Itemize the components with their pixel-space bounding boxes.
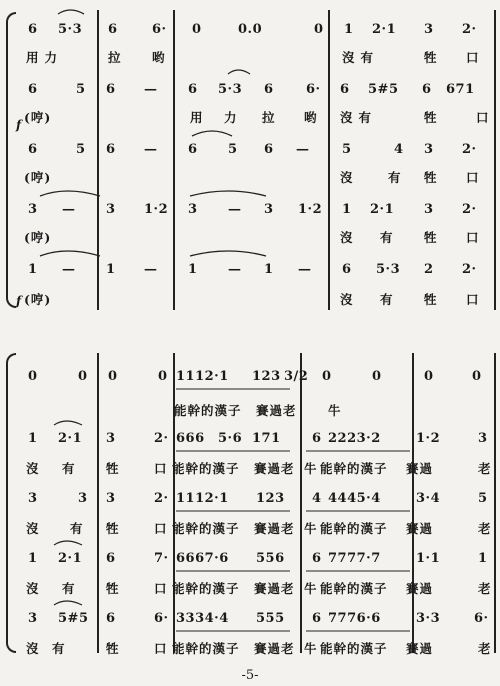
dynamic-mark: f	[16, 118, 22, 132]
note: 3	[106, 202, 116, 217]
lyric: 有	[70, 521, 89, 536]
note: 1112·1	[176, 491, 229, 506]
note: 3	[106, 431, 116, 446]
lyric: 牛	[304, 581, 323, 596]
note: 0.0	[238, 22, 263, 37]
note: 6	[342, 262, 352, 277]
note: 1·2	[298, 202, 323, 217]
lyric: (哼)	[24, 230, 52, 245]
note: 5	[76, 82, 86, 97]
note: 2·1	[370, 202, 395, 217]
lyric: 口	[466, 292, 485, 307]
lyric: 拉	[262, 110, 281, 125]
note: 6	[106, 551, 116, 566]
lyric: 牲	[106, 581, 125, 596]
note: 556	[256, 551, 285, 566]
note: 2223·2	[328, 431, 381, 446]
note: 4	[312, 491, 322, 506]
lyric: 老	[478, 581, 497, 596]
note: 6	[188, 142, 198, 157]
note: —	[144, 142, 158, 157]
note: 3	[78, 491, 88, 506]
lyric: 能幹的漢子	[172, 641, 240, 656]
note: 2·	[462, 262, 477, 277]
note: 6	[188, 82, 198, 97]
lyric: 口	[154, 461, 173, 476]
lyric: 能幹的漢子	[174, 403, 242, 418]
note: 6	[108, 22, 118, 37]
note: 3	[264, 202, 274, 217]
note: —	[144, 82, 158, 97]
note: 3·4	[416, 491, 441, 506]
note: 123	[252, 369, 281, 384]
note: 2·1	[58, 431, 83, 446]
note: 2·	[462, 202, 477, 217]
dynamic-mark: f	[16, 294, 22, 308]
lyric: 沒	[26, 641, 45, 656]
note: 3	[188, 202, 198, 217]
note: 2·	[154, 491, 169, 506]
lyric: 牲	[424, 170, 443, 185]
note: 2·	[462, 22, 477, 37]
lyric: (哼)	[24, 170, 52, 185]
note: 5#5	[58, 611, 89, 626]
beam-marks	[0, 345, 500, 660]
note: —	[298, 262, 312, 277]
note: 2	[424, 262, 434, 277]
note: 1·2	[416, 431, 441, 446]
note: 7777·7	[328, 551, 381, 566]
note: 6·	[152, 22, 167, 37]
lyric: 有	[388, 170, 407, 185]
note: 7776·6	[328, 611, 381, 626]
lyric: 牲	[424, 110, 443, 125]
note: 6	[106, 82, 116, 97]
lyric: 有	[380, 230, 399, 245]
note: 6	[28, 22, 38, 37]
note: 0	[424, 369, 434, 384]
note: 0	[322, 369, 332, 384]
note: 6	[106, 611, 116, 626]
note: 2·1	[372, 22, 397, 37]
note: 1	[478, 551, 488, 566]
lyric: 牛	[328, 403, 347, 418]
note: 5	[228, 142, 238, 157]
note: 555	[256, 611, 285, 626]
note: 5#5	[368, 82, 399, 97]
note: 1	[264, 262, 274, 277]
lyric: 能幹的漢子	[172, 581, 240, 596]
lyric: 能幹的漢子	[320, 641, 388, 656]
note: 3	[28, 491, 38, 506]
note: 2·	[462, 142, 477, 157]
note: 123	[256, 491, 285, 506]
lyric: 用力	[26, 50, 64, 65]
lyric: 有	[62, 461, 81, 476]
note: 3	[424, 142, 434, 157]
lyric: 沒	[26, 521, 45, 536]
slur-marks	[0, 0, 500, 320]
note: 3	[478, 431, 488, 446]
lyric: 能幹的漢子	[320, 521, 388, 536]
note: 1	[188, 262, 198, 277]
lyric: 口	[154, 641, 173, 656]
note: 6	[422, 82, 432, 97]
note: 2·	[154, 431, 169, 446]
lyric: 沒	[26, 461, 45, 476]
lyric: 牲	[106, 641, 125, 656]
note: 1·1	[416, 551, 441, 566]
lyric: 口	[154, 581, 173, 596]
lyric: 力	[224, 110, 243, 125]
note: 0	[192, 22, 202, 37]
lyric: 賽過老	[254, 581, 295, 596]
note: 0	[158, 369, 168, 384]
note: 6·	[306, 82, 321, 97]
note: 666	[176, 431, 205, 446]
lyric: 有	[380, 292, 399, 307]
lyric: 哟	[152, 50, 171, 65]
lyric: 老	[478, 521, 497, 536]
note: 5·3	[376, 262, 401, 277]
note: 1	[106, 262, 116, 277]
note: 1·2	[144, 202, 169, 217]
note: 3334·4	[176, 611, 229, 626]
lyric: (哼)	[24, 292, 52, 307]
note: 6	[312, 551, 322, 566]
note: 1	[28, 431, 38, 446]
note: —	[62, 202, 76, 217]
note: 1	[28, 262, 38, 277]
note: 3	[28, 611, 38, 626]
note: 6·	[474, 611, 489, 626]
lyric: 賽過老	[254, 461, 295, 476]
note: —	[228, 202, 242, 217]
note: 6	[28, 82, 38, 97]
lyric: 口	[476, 110, 495, 125]
lyric: (哼)	[24, 110, 52, 125]
lyric: 牲	[424, 50, 443, 65]
note: 6	[28, 142, 38, 157]
lyric: 沒有	[340, 110, 378, 125]
lyric: 牛	[304, 521, 323, 536]
lyric: 牛	[304, 461, 323, 476]
note: —	[144, 262, 158, 277]
lyric: 能幹的漢子	[320, 461, 388, 476]
lyric: 牲	[424, 292, 443, 307]
note: 171	[252, 431, 281, 446]
note: 0	[372, 369, 382, 384]
lyric: 賽過	[406, 641, 434, 656]
lyric: 牲	[424, 230, 443, 245]
note: 6	[264, 142, 274, 157]
lyric: 賽過	[406, 521, 434, 536]
score-system-2	[0, 345, 500, 660]
note: —	[228, 262, 242, 277]
note: 6	[340, 82, 350, 97]
lyric: 老	[478, 641, 497, 656]
note: —	[296, 142, 310, 157]
note: 3	[424, 22, 434, 37]
note: 1	[342, 202, 352, 217]
note: 1112·1	[176, 369, 229, 384]
page-number: -5-	[241, 668, 259, 683]
note: 5·6	[218, 431, 243, 446]
lyric: 沒有	[342, 50, 380, 65]
note: 1	[28, 551, 38, 566]
lyric: 沒	[340, 170, 359, 185]
note: 6	[312, 431, 322, 446]
lyric: 拉	[108, 50, 127, 65]
note: 3	[424, 202, 434, 217]
lyric: 牲	[106, 521, 125, 536]
note: —	[62, 262, 76, 277]
lyric: 牛	[304, 641, 323, 656]
lyric: 賽過	[406, 461, 434, 476]
note: 5	[478, 491, 488, 506]
note: 0	[78, 369, 88, 384]
note: 5	[76, 142, 86, 157]
note: 1	[344, 22, 354, 37]
note: 3/2	[284, 369, 309, 384]
note: 6·	[154, 611, 169, 626]
note: 3	[28, 202, 38, 217]
lyric: 口	[154, 521, 173, 536]
note: 0	[28, 369, 38, 384]
note: 6	[264, 82, 274, 97]
lyric: 哟	[304, 110, 323, 125]
note: 7·	[154, 551, 169, 566]
lyric: 有	[52, 641, 71, 656]
note: 5	[342, 142, 352, 157]
note: 0	[472, 369, 482, 384]
lyric: 能幹的漢子	[172, 461, 240, 476]
note: 671	[446, 82, 475, 97]
note: 5·3	[218, 82, 243, 97]
lyric: 有	[62, 581, 81, 596]
lyric: 沒	[26, 581, 45, 596]
lyric: 能幹的漢子	[172, 521, 240, 536]
lyric: 用	[190, 110, 209, 125]
note: 5·3	[58, 22, 83, 37]
note: 0	[108, 369, 118, 384]
lyric: 口	[466, 230, 485, 245]
lyric: 老	[478, 461, 497, 476]
lyric: 牲	[106, 461, 125, 476]
note: 6667·6	[176, 551, 229, 566]
lyric: 賽過老	[254, 521, 295, 536]
note: 6	[106, 142, 116, 157]
lyric: 口	[466, 170, 485, 185]
note: 4445·4	[328, 491, 381, 506]
note: 2·1	[58, 551, 83, 566]
lyric: 沒	[340, 292, 359, 307]
lyric: 賽過	[406, 581, 434, 596]
note: 0	[314, 22, 324, 37]
note: 3	[106, 491, 116, 506]
note: 4	[394, 142, 404, 157]
lyric: 賽過老	[256, 403, 297, 418]
lyric: 賽過老	[254, 641, 295, 656]
note: 3·3	[416, 611, 441, 626]
note: 6	[312, 611, 322, 626]
lyric: 能幹的漢子	[320, 581, 388, 596]
lyric: 口	[466, 50, 485, 65]
score-system-1	[0, 0, 500, 320]
lyric: 沒	[340, 230, 359, 245]
